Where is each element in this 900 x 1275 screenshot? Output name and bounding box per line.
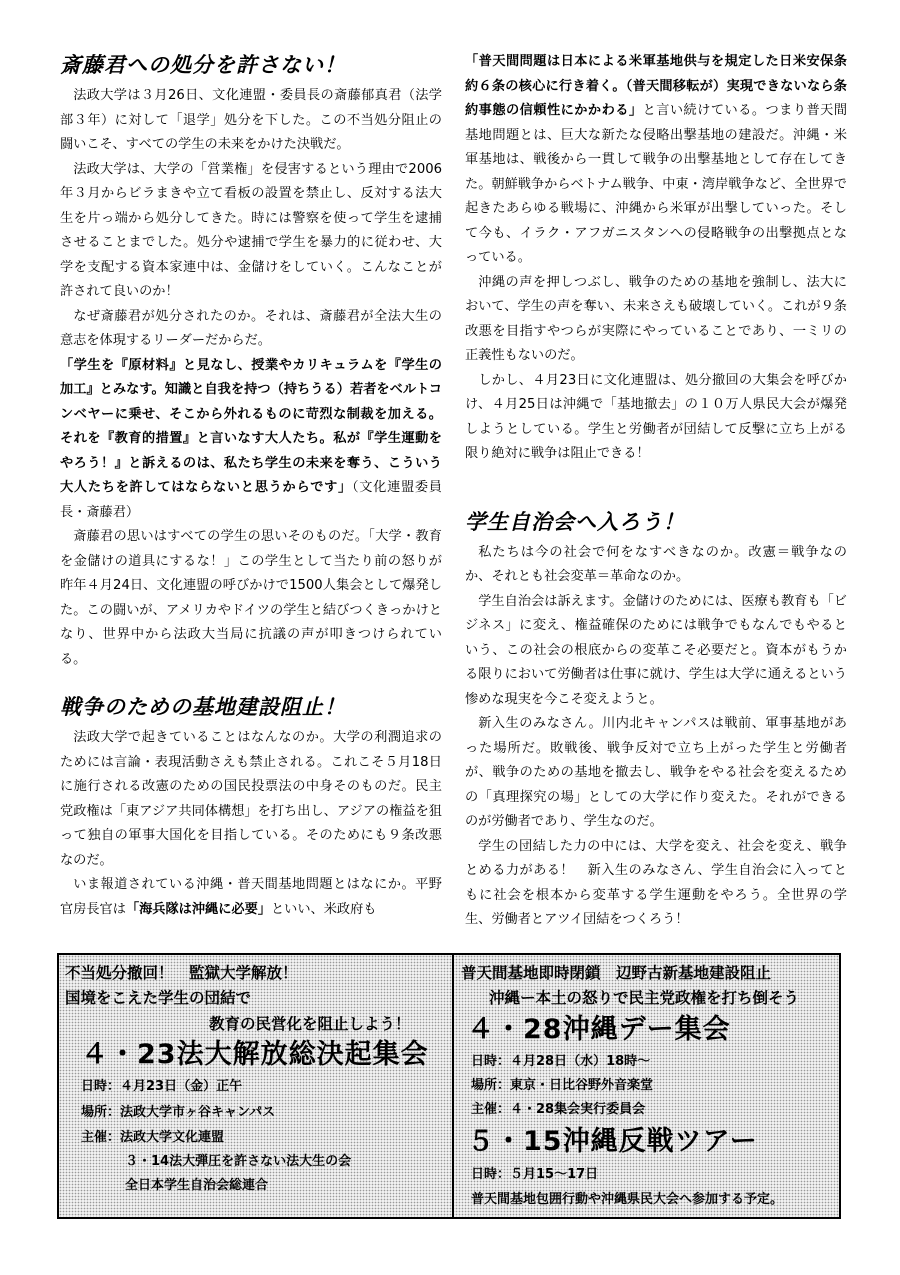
bold-quote: 「海兵隊は沖縄に必要」 xyxy=(125,901,271,917)
paragraph-continued xyxy=(60,873,442,922)
quote-source: （文化連盟委員長・斎藤君） xyxy=(60,480,442,520)
paragraph: 沖縄の声を押しつぶし、戦争のための基地を強制し、法大において、学生の声を奪い、未来さえも破壊していく。これが９条改悪を目指すやつらが実際にやっていることであり、一ミリの正義性もないのだ。 xyxy=(465,274,847,363)
event-host: 全日本学生自治会総連合 xyxy=(125,1178,269,1193)
section-title-student-union: 学生自治会へ入ろう！ xyxy=(465,508,685,534)
section-gap xyxy=(60,672,442,692)
right-column xyxy=(465,50,847,933)
event-announcement-box xyxy=(57,953,841,1219)
slogan-line: 不当処分撤回！ 監獄大学解放！ xyxy=(65,964,298,982)
event-date: 日時：５月15～17日 xyxy=(471,1167,599,1182)
paragraph: 法政大学は３月26日、文化連盟・委員長の斎藤郁真君（法学部３年）に対して「退学」処分を下した。この不当処分阻止の闘いこそ、すべての学生の未来をかけた決戦だ。 xyxy=(60,88,442,152)
paragraph: 学生の団結した力の中には、大学を変え、社会を変え、戦争とめる力がある！ 新入生のみなさん、学生自治会に入ってともに社会を根本から変革する学生運動をやろう。全世界の学生、労働者とアツイ団結をつくろう！ xyxy=(465,838,847,927)
paragraph: 私たちは今の社会で何をなすべきなのか。改憲＝戦争なのか、それとも社会変革＝革命なのか。 xyxy=(465,544,847,584)
slogan-line: 沖縄ー本土の怒りで民主党政権を打ち倒そう xyxy=(489,989,800,1007)
quote-text: 「学生を『原材料』と見なし、授業やカリキュラムを『学生の加工』とみなす。知識と自我を持つ（持ちうる）若者をベルトコンベヤーに乗せ、そこから外れるものに苛烈な制裁を加える。それを『教育的措置』と言いなす大人たち。私が『学生運動をやろう！』と訴えるのは、私たち学生の未来を奪う、こういう大人たちを許してはならないと思うからです」 xyxy=(60,357,442,495)
paragraph: 斎藤君の思いはすべての学生の思いそのものだ。「大学・教育を金儲けの道具にするな！」この学生として当たり前の怒りが昨年４月24日、文化連盟の呼びかけで1500人集会として爆発した。この闘いが、アメリカやドイツの学生と結びつくきっかけとなり、世界中から法政大当局に抗議の声が叩きつけられている。 xyxy=(60,529,442,667)
section-gap xyxy=(465,467,847,507)
bold-quote: 「普天間問題は日本による米軍基地供与を規定した日米安保条約６条の核心に行き着く。（普天間移転が）実現できないなら条約事態の信頼性にかかわる」 xyxy=(465,54,847,118)
event-title-okinawa-day: ４・28沖縄デー集会 xyxy=(467,1014,731,1045)
slogan-line: 普天間基地即時閉鎖 辺野古新基地建設阻止 xyxy=(461,964,772,982)
paragraph: 学生自治会は訴えます。金儲けのためには、医療も教育も「ビジネス」に変え、権益確保のためには戦争でもなんでもやるという、この社会の根底からの変革こそ必要だと。資本がもうかる限りにおいて労働者は仕事に就け、学生は大学に通えるという惨めな現実を今こそ変えようと。 xyxy=(465,593,847,707)
paragraph: 法政大学は、大学の「営業権」を侵害するという理由で2006年３月からビラまきや立て看板の設置を禁止し、反対する法大生を片っ端から処分してきた。時には警察を使って学生を逮捕させることまでした。処分や逮捕で学生を暴力的に従わせ、大学を支配する資本家連中は、金儲けをしていく。こんなことが許されて良いのか！ xyxy=(60,161,442,299)
box-divider xyxy=(452,955,454,1217)
event-date: 日時：４月28日（水）18時～ xyxy=(471,1054,651,1069)
event-note: 普天間基地包囲行動や沖縄県民大会へ参加する予定。 xyxy=(471,1192,784,1207)
quote-paragraph xyxy=(60,354,442,526)
event-title-hosei: ４・23法大解放総決起集会 xyxy=(81,1039,429,1070)
slogan-line: 教育の民営化を阻止しよう！ xyxy=(209,1015,411,1033)
text-run: といい、米政府も xyxy=(271,901,377,917)
paragraph: しかし、４月23日に文化連盟は、処分撤回の大集会を呼びかけ、４月25日は沖縄で「基地撤去」の１０万人県民大会が爆発しようとしている。学生と労働者が団結して反撃に立ち上がる限り絶対に戦争は阻止できる！ xyxy=(465,372,847,461)
section-title-dismissal: 斎藤君への処分を許さない！ xyxy=(60,52,346,77)
text-run: と言い続けている。つまり普天間基地問題とは、巨大な新たな侵略出撃基地の建設だ。沖縄・米軍基地は、戦後から一貫して戦争の出撃基地として存在してきた。朝鮮戦争からベトナム戦争、中東・湾岸戦争など、全世界で起きたあらゆる戦場に、沖縄から米軍が出撃していった。そして今も、イラク・アフガニスタンへの侵略戦争の出撃拠点となっている。 xyxy=(465,103,848,265)
paragraph: なぜ斎藤君が処分されたのか。それは、斎藤君が全法大生の意志を体現するリーダーだからだ。 xyxy=(60,308,442,348)
left-column xyxy=(60,50,442,922)
paragraph: 法政大学で起きていることはなんなのか。大学の利潤追求のためには言論・表現活動さえも禁止される。これこそ５月18日に施行される改憲のための国民投票法の中身そのものだ。民主党政権は「東アジア共同体構想」を打ち出し、アジアの権益を狙って独自の軍事大国化を目指している。そのためにも９条改悪なのだ。 xyxy=(60,730,442,868)
section-title-base-construction: 戦争のための基地建設阻止！ xyxy=(60,694,346,719)
event-place: 場所：法政大学市ヶ谷キャンパス xyxy=(81,1105,276,1120)
event-host: 主催：法政大学文化連盟 xyxy=(81,1130,225,1145)
event-date: 日時：４月23日（金）正午 xyxy=(81,1079,243,1094)
text-run: いま報道されている沖縄・普天間基地問題とはなにか。平野官房長官は xyxy=(60,877,442,917)
paragraph-continuation xyxy=(465,50,847,271)
event-host: ３・14法大弾圧を許さない法大生の会 xyxy=(125,1154,352,1169)
paragraph: 新入生のみなさん。川内北キャンパスは戦前、軍事基地があった場所だ。敗戦後、戦争反対で立ち上がった学生と労働者が、戦争のための基地を撤去し、戦争をやる社会を変えるための「真理探究の場」としての大学に作り変えた。それができるのが労働者であり、学生なのだ。 xyxy=(465,716,847,829)
slogan-line: 国境をこえた学生の団結で xyxy=(65,989,252,1007)
event-place: 場所：東京・日比谷野外音楽堂 xyxy=(471,1078,654,1093)
event-title-okinawa-tour: ５・15沖縄反戦ツアー xyxy=(467,1126,758,1157)
event-host: 主催：４・28集会実行委員会 xyxy=(471,1102,646,1117)
